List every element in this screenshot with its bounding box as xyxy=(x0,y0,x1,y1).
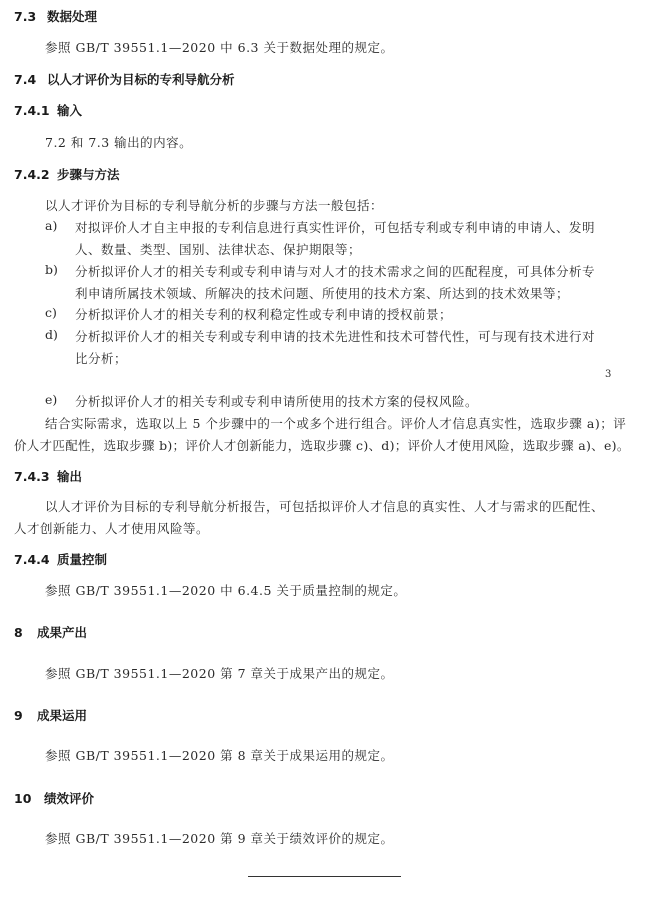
heading-title: 输出 xyxy=(57,469,83,484)
heading-7-4-4 xyxy=(14,550,107,568)
heading-7-4-1 xyxy=(14,101,82,119)
list-item-label: c) xyxy=(45,305,57,320)
heading-number: 9 xyxy=(14,708,23,723)
paragraph: 7.2 和 7.3 输出的内容。 xyxy=(45,135,193,150)
paragraph-line: 结合实际需求，选取以上 5 个步骤中的一个或多个进行组合。评价人才信息真实性，选取步骤 a)；评 xyxy=(45,416,627,431)
heading-title: 质量控制 xyxy=(57,552,108,567)
paragraph: 以人才评价为目标的专利导航分析的步骤与方法一般包括： xyxy=(45,198,384,213)
paragraph: 参照 GB/T 39551.1—2020 第 8 章关于成果运用的规定。 xyxy=(45,748,394,763)
list-item-line: 分析拟评价人才的相关专利或专利申请与对人才的技术需求之间的匹配程度，可具体分析专 xyxy=(75,264,596,279)
heading-number: 10 xyxy=(14,791,32,806)
heading-title: 步骤与方法 xyxy=(57,167,120,182)
heading-title: 数据处理 xyxy=(47,9,98,24)
list-item-line: 人、数量、类型、国别、法律状态、保护期限等； xyxy=(75,242,362,257)
page-number: 3 xyxy=(605,369,612,380)
list-item-line: 分析拟评价人才的相关专利的权利稳定性或专利申请的授权前景； xyxy=(75,307,453,322)
heading-7-4-2 xyxy=(14,165,120,183)
heading-7-3 xyxy=(14,7,97,25)
list-item-line: 比分析； xyxy=(75,351,128,366)
heading-number: 7.4.1 xyxy=(14,103,50,118)
list-item-line: 分析拟评价人才的相关专利或专利申请所使用的技术方案的侵权风险。 xyxy=(75,394,479,409)
paragraph-line: 人才创新能力、人才使用风险等。 xyxy=(14,521,210,536)
heading-title: 成果产出 xyxy=(37,625,88,640)
heading-number: 8 xyxy=(14,625,23,640)
list-item-label: b) xyxy=(45,262,58,277)
heading-number: 7.4.2 xyxy=(14,167,50,182)
heading-number: 7.4.4 xyxy=(14,552,50,567)
heading-7-4 xyxy=(14,70,235,88)
list-item-line: 对拟评价人才自主申报的专利信息进行真实性评价，可包括专利或专利申请的申请人、发明 xyxy=(75,220,596,235)
list-item-line: 利申请所属技术领域、所解决的技术问题、所使用的技术方案、所达到的技术效果等； xyxy=(75,286,570,301)
list-item-label: d) xyxy=(45,327,58,342)
paragraph-line: 价人才匹配性，选取步骤 b)；评价人才创新能力，选取步骤 c)、d)；评价人才使用风险，选取步骤 a)、e)。 xyxy=(14,438,630,453)
heading-number: 7.3 xyxy=(14,9,37,24)
heading-7-4-3 xyxy=(14,467,82,485)
heading-title: 以人才评价为目标的专利导航分析 xyxy=(47,72,235,87)
heading-title: 输入 xyxy=(57,103,83,118)
paragraph: 参照 GB/T 39551.1—2020 中 6.3 关于数据处理的规定。 xyxy=(45,40,394,55)
heading-number: 7.4.3 xyxy=(14,469,50,484)
paragraph: 参照 GB/T 39551.1—2020 第 7 章关于成果产出的规定。 xyxy=(45,666,394,681)
heading-8 xyxy=(14,623,87,641)
heading-number: 7.4 xyxy=(14,72,37,87)
paragraph-line: 以人才评价为目标的专利导航分析报告，可包括拟评价人才信息的真实性、人才与需求的匹配性、 xyxy=(45,499,605,514)
paragraph: 参照 GB/T 39551.1—2020 中 6.4.5 关于质量控制的规定。 xyxy=(45,583,407,598)
heading-10 xyxy=(14,789,94,807)
heading-title: 绩效评价 xyxy=(44,791,95,806)
heading-9 xyxy=(14,706,87,724)
list-item-label: a) xyxy=(45,218,58,233)
paragraph: 参照 GB/T 39551.1—2020 第 9 章关于绩效评价的规定。 xyxy=(45,831,394,846)
list-item-line: 分析拟评价人才的相关专利或专利申请的技术先进性和技术可替代性，可与现有技术进行对 xyxy=(75,329,596,344)
end-rule xyxy=(248,876,401,877)
heading-title: 成果运用 xyxy=(37,708,88,723)
list-item-label: e) xyxy=(45,392,58,407)
